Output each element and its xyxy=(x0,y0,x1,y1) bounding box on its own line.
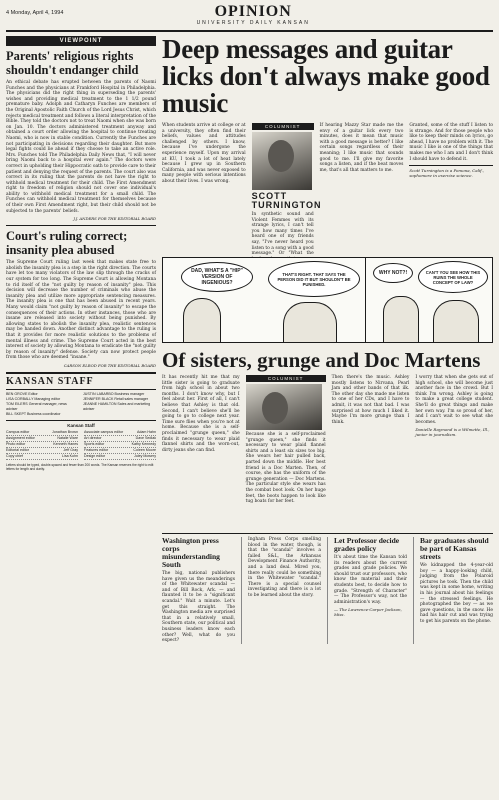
page-info: 4 Monday, April 4, 1994 xyxy=(6,10,64,16)
columns-area xyxy=(162,36,493,644)
board-row: Features editor Coleen Moore xyxy=(84,447,156,452)
speech-bubble: THAT'S RIGHT. THAT SAYS THE PERSON DID IT BUT SHOULDN'T BE PUNISHED. xyxy=(268,261,360,297)
column2-text-b: Because she is a self-proclaimed "grunge queen," she finds it necessary to wear plaid flannel shirts and a least six sizes too big. She wears her hair pulled back, parted down the middle. Her best friend is a Doc Marten. Then, of course, she has the uniform of the grunge generation — Doc Martens. The particular style she wears has the combat boot look. On her huge feet, the boots happen to look like tug boats for her feet. xyxy=(245,432,326,505)
columnist-name: SCOTT TURNINGTON xyxy=(251,191,322,210)
section-title: OPINION xyxy=(214,3,292,20)
letter-signature: — The Lawrence-Carper Jackson, Miss. xyxy=(334,607,402,618)
editorial-headline-1: Parents' religious rights shouldn't endanger child xyxy=(6,49,139,77)
staff-entry: JENNIFER BLACK Retail sales manager xyxy=(83,396,149,401)
board-row: Campus editor Jonathan Brown xyxy=(6,429,78,434)
staff-title: KANSAN STAFF xyxy=(6,374,156,390)
column1-text-a: When students arrive at college or at a university, they often find their beliefs, values and attitudes challenged by others. I know, because I've undergone the experience myself. Upon my arrival at KU, I took a lot of heat lately because I grew up in Southern California, and was never exposed to many people with serious intentions about their lives. I was wrong. xyxy=(162,123,246,184)
board-row: Art director Dave Sedlak xyxy=(84,435,156,440)
panel-divider xyxy=(365,258,366,342)
paper-name: UNIVERSITY DAILY KANSAN xyxy=(196,20,310,26)
column2-text-d: I worry that when she gets out of high school, she will become just another face in the crowd. But I think I'm wrong. Ashley is going to make a great college student. She'll do great things and make her own way. I'm so proud of her, and I can't wait to see what she becomes. xyxy=(415,375,494,425)
board-row: Copy chief Lisa Kuhn xyxy=(6,453,78,458)
column-headline-1: Deep messages and guitar licks don't always make good music xyxy=(162,34,490,118)
editorial-body-1: An ethical debate has erupted between the parents of Naomi Funches and the physicians at Frankford Hospital in Philadelphia. The physicians did the right thing in superseding the parents' wishes and providing medical treatment to the 1 1/2 pound premature baby. Adolph and Catharyn Funches are members of the Original Apostolic Faith Church of the Lord Jesus Christ, which rejects medical treatment and follows a literal interpretation of the Bible. They told the doctors not to treat Naomi when she was born on Jan. 10. The doctors administered treatment anyway and obtained a court order allowing the hospital to continue treating Naomi, who is now in stable condition. Currently the Funches are not participating in decisions regarding their daughter. But more legal fights could lie ahead if they choose to take an active role. Mrs. Funches told The Philadelphia Daily News that, "I will never bring Naomi back to a hospital ever again." The doctors were correct in upholding their Hippocratic oath to provide care to their patient and denying the request of the parents. The court also was correct in its ruling that the parents do not have the right to withhold medical treatment for their child. The First Amendment right to freedom of religion should not cover one individual's ability to withhold medical treatment for a small child. The Funches can withhold medical treatment for themselves because of their own First Amendment right, but their child should not be subjected to the parents' beliefs. xyxy=(6,80,156,214)
staff-entry: TOM EILERS General manager, news adviser xyxy=(6,401,67,411)
cartoon-figure xyxy=(383,296,419,342)
column1-text-c: If hearing Mazzy Star made me the envy of a guitar lick every two minutes, does it mean that music with a good message is better? I like certain songs regardless of their meaning; I like music that sounds good to me. I'll give my favorite songs a listen, and if the beat moves me, that's all that matters to me. xyxy=(319,123,404,173)
column2-text-c: Then there's the music. Ashley mostly listens to Nirvana, Pearl Jam and other bands of that ilk. The other day she made me listen to one of her CDs, and I have to admit, it was not that bad. I was surprised at how much I liked it. Maybe I'm more grunge than I think. xyxy=(331,375,410,425)
column1-text-b: In synthetic sound and Violent Femmes with its strange lyrics, I can't tell you how many times I've heard one of my friends say, "I've never heard you listen to a song with a good message." Or "What the xyxy=(251,212,314,257)
letter-headline: Bar graduates should be part of Kansas streets xyxy=(420,536,489,561)
letter-body: The big, national publishers have given us the meanderings of the Whitewater scandal — and of Bill Rock, Ark. — and flaunted it to be a "significant scandal." Wait a minute. Let's get this straight. The Washington media are surprised that in a relatively small, Southern state, our political and business leaders know each other? Well, what do you expect? xyxy=(162,571,235,644)
columnist-caption: Danielle Raymond is a Wilmette, Ill., junior in journalism. xyxy=(415,427,490,438)
letters-policy: Letters should be typed, double-spaced and fewer than 200 words. The Kansan reserves the right to edit letters for length and clarity. xyxy=(6,462,154,472)
letter-body: Ingham Press Corps smelling blood in the water, though, is that the "scandal" involves a failed S&L, the Arkansas Development Finance Authority, and a land deal. Mired you, there really could be something in the Whitewater "scandal." There is a special counsel investigating and there is a lot to be learned about the story. xyxy=(248,537,321,598)
speech-bubble: CAN'T YOU SEE HOW THIS RUINS THE WHOLE CONCEPT OF LAW? xyxy=(418,261,488,293)
board-row: Sports editor Kathy Kennedy xyxy=(84,441,156,446)
column-headline-2: Of sisters, grunge and Doc Martens xyxy=(162,348,481,372)
columnist-photo xyxy=(252,132,312,190)
editorial-credit-1: J.J. ANDERS FOR THE EDITORIAL BOARD xyxy=(73,216,156,222)
staff-entry: LISA CORBALLY Managing editor xyxy=(6,396,61,401)
editorial-cartoon xyxy=(162,257,493,343)
staff-entry: JEANNE HAMILTON Sales and marketing adviser xyxy=(83,401,151,411)
editorial-body-2: The Supreme Court ruling last week that makes state free to abolish the insanity plea is a step in the right direction. The courts have let too many violators of the law slip through the cracks of our system for too long. The Supreme Court is allowing Montana to rid itself of the "not guilty by reason of insanity" plea. This decision will decrease the number of criminals who abuse the insanity plea and utilize more appropriate sentencing measures. The insanity plea is one that has been abused in recent years. Many would claim "not guilty by reason of insanity" to escape the consequences of their actions. In other instances, those who are insane are released into society without being punished. By allowing states to abolish the insanity plea, realistic sentences may be handed down. Another distinct advantage to the ruling is that it provides for more realistic solutions to the problems of mental illness and crime. The Supreme Court acted in the best interest of society by allowing Montana to eradicate the "not guilty by reason of insanity" defense. Society can now protect people from those who are deemed "insane." xyxy=(6,260,156,361)
letter-headline: Washington press corps misunderstanding South xyxy=(162,536,220,569)
board-row: Assignment editor Natalie Ware xyxy=(6,435,78,440)
letters-section xyxy=(162,533,493,644)
column-story-1 xyxy=(162,123,494,257)
column-story-2 xyxy=(162,375,493,527)
letter-headline: Let Professor decide grades policy xyxy=(334,536,400,553)
cartoon-figure xyxy=(183,298,221,342)
staff-entry: BILL SKEPT Business coordinator xyxy=(6,411,61,416)
letter-body: We kidnapped the 4-year-old boy — a happy-looking child, judging from the Polaroid pictures he took. Then the child was kept in some home, writing in his journal about his feelings — the stressed feelings. He photographed the boy — as we gave questions, in the snow. He had his hair cut and was trying to get his parents on the phone. xyxy=(420,563,493,624)
board-row: Design editor Juley Mowery xyxy=(84,453,156,458)
viewpoint-label: VIEWPOINT xyxy=(6,36,156,46)
masthead xyxy=(6,4,493,32)
editorial-headline-2: Court's ruling correct; insanity plea abused xyxy=(6,229,128,257)
board-row: Associate campus editor Adam Hahn xyxy=(84,429,156,434)
letter-body: It's about time the Kansan told its readers about the current grades and grade policies. We should trust our professors, who know the material and their students best, to decide how to grade. "Strength of Character" — The Professor's way, not the administration's way. xyxy=(334,555,407,605)
speech-bubble: DAD, WHAT'S A "HIP" VERSION OF INGENIOUS? xyxy=(181,262,253,292)
speech-bubble: WHY NOT?! xyxy=(373,263,413,283)
columnist-caption: Scott Turnington is a Pomona, Calif., sophomore in exercise science. xyxy=(409,165,493,178)
editorial-credit-2: CARSON ELROD FOR THE EDITORIAL BOARD xyxy=(63,362,156,368)
board-title: Kansan Staff xyxy=(67,422,95,428)
columnist-label: COLUMNIST xyxy=(252,123,314,130)
staff-entry: JUSTIN LABARBO Business manager xyxy=(83,391,145,396)
cartoon-figure xyxy=(433,300,479,342)
column2-text-a: It has recently hit me that my little sister is going to graduate from high school in about two months. I don't know why, but I feel about her. First of all, I can't believe that Ashley is that old. Second, I can't believe she'll be going to go to college next year. Time sure flies when you're not at home. Because she is a self-proclaimed "grunge queen," she finds it necessary to wear plaid flannel shirts and the worn-out, dirty jeans she can find. xyxy=(162,375,240,453)
column1-text-d: Granted, some of the stuff I listen to is strange. And for those people who like to keep their minds on lyrics, go ahead, I have no problem with it. The music I like is one of the things that makes me who I am and I don't think I should have to defend it. xyxy=(409,123,494,162)
staff-board xyxy=(6,420,156,460)
columnist-photo xyxy=(246,384,322,430)
staff-entry: BEN GROVE Editor xyxy=(6,391,38,396)
cartoon-figure xyxy=(283,302,337,342)
board-row: Editorial editor Jeff Gray xyxy=(6,447,78,452)
columnist-label: COLUMNIST xyxy=(246,375,326,382)
editorial-column xyxy=(6,36,156,472)
staff-box xyxy=(6,372,156,472)
board-row: Photo editor Kenneth Hanes xyxy=(6,441,78,446)
